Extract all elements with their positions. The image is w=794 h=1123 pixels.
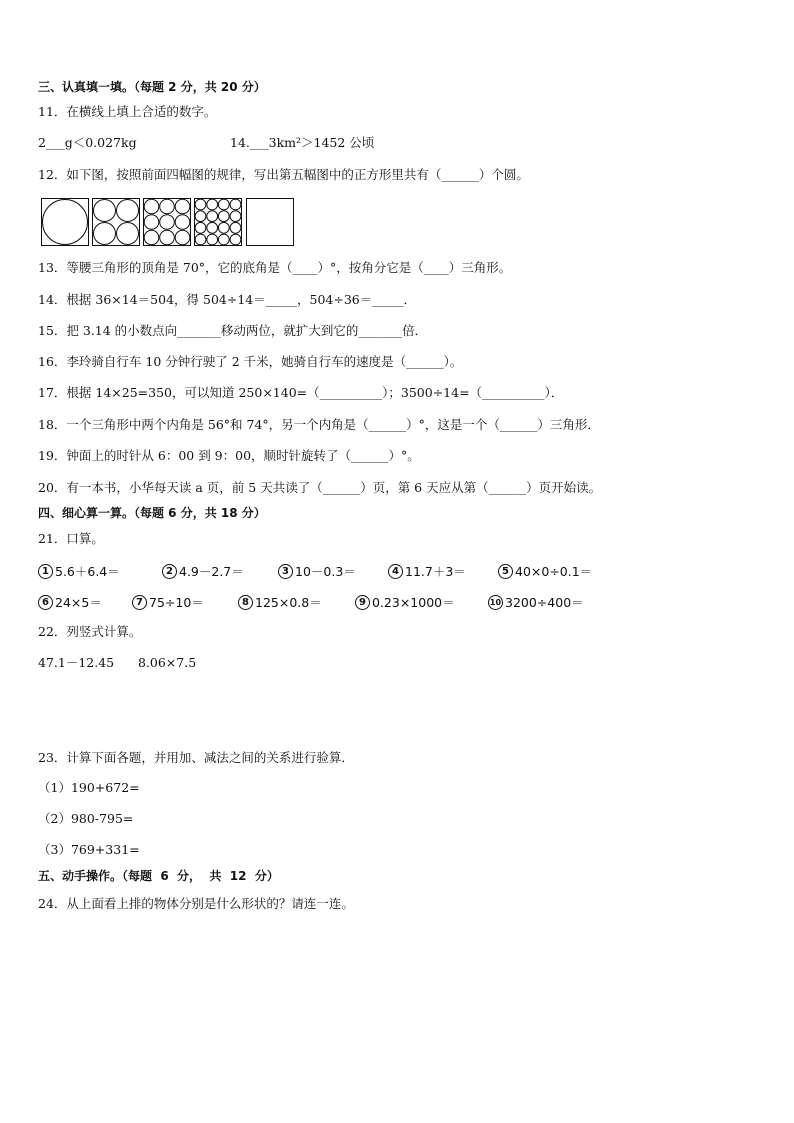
calc-item bbox=[498, 562, 592, 580]
question-16: 16．李玲骑自行车 10 分钟行驶了 2 千米，她骑自行车的速度是（______）。 bbox=[38, 354, 463, 369]
question-11: 11．在横线上填上合适的数字。 bbox=[38, 104, 217, 119]
calc-item bbox=[162, 562, 278, 580]
calc-item bbox=[238, 593, 355, 611]
figure-1-circles bbox=[41, 198, 89, 246]
number-circle-icon: 1 bbox=[38, 564, 53, 579]
calc-expression: 5.6＋6.4＝ bbox=[55, 564, 120, 579]
section-3-title: 三、认真填一填。（每题 2 分，共 20 分） bbox=[38, 80, 266, 94]
question-20: 20．有一本书，小华每天读 a 页，前 5 天共读了（______）页，第 6 天应从第（______）页开始读。 bbox=[38, 480, 602, 495]
number-circle-icon: 8 bbox=[238, 595, 253, 610]
calc-row-1 bbox=[38, 562, 592, 580]
figure-5-empty-square bbox=[246, 198, 294, 246]
question-23-1: （1）190+672= bbox=[38, 780, 140, 795]
calc-expression: 75÷10＝ bbox=[149, 595, 204, 610]
question-22-items: 47.1－12.45 8.06×7.5 bbox=[38, 655, 197, 670]
calc-row-2 bbox=[38, 593, 584, 611]
question-19: 19．钟面上的时针从 6：00 到 9：00，顺时针旋转了（______）°。 bbox=[38, 448, 420, 463]
question-15: 15．把 3.14 的小数点向_______移动两位，就扩大到它的_______倍． bbox=[38, 323, 428, 338]
number-circle-icon: 5 bbox=[498, 564, 513, 579]
calc-expression: 3200÷400＝ bbox=[505, 595, 584, 610]
calc-expression: 125×0.8＝ bbox=[255, 595, 322, 610]
calc-expression: 24×5＝ bbox=[55, 595, 102, 610]
question-23-2: （2）980-795= bbox=[38, 811, 134, 826]
section-4-title: 四、细心算一算。（每题 6 分，共 18 分） bbox=[38, 506, 266, 520]
calc-expression: 0.23×1000＝ bbox=[372, 595, 455, 610]
figure-3-circles bbox=[143, 198, 191, 246]
question-11-b: 14.___3km²＞1452 公顷 bbox=[230, 135, 375, 150]
number-circle-icon: 10 bbox=[488, 595, 503, 610]
calc-item bbox=[488, 593, 584, 611]
number-circle-icon: 7 bbox=[132, 595, 147, 610]
calc-expression: 40×0÷0.1＝ bbox=[515, 564, 593, 579]
question-22: 22．列竖式计算。 bbox=[38, 624, 142, 639]
question-24: 24．从上面看上排的物体分别是什么形状的？请连一连。 bbox=[38, 896, 354, 911]
calc-item bbox=[38, 593, 132, 611]
question-21: 21．口算。 bbox=[38, 531, 104, 546]
number-circle-icon: 2 bbox=[162, 564, 177, 579]
calc-item bbox=[355, 593, 488, 611]
number-circle-icon: 3 bbox=[278, 564, 293, 579]
section-5-title: 五、动手操作。（每题 6 分， 共 12 分） bbox=[38, 869, 279, 883]
number-circle-icon: 9 bbox=[355, 595, 370, 610]
question-18: 18．一个三角形中两个内角是 56°和 74°，另一个内角是（______）°，这是一个（______）三角形． bbox=[38, 417, 600, 432]
calc-item bbox=[278, 562, 388, 580]
calc-expression: 10－0.3＝ bbox=[295, 564, 356, 579]
number-circle-icon: 4 bbox=[388, 564, 403, 579]
calc-item bbox=[132, 593, 238, 611]
number-circle-icon: 6 bbox=[38, 595, 53, 610]
question-17: 17．根据 14×25=350，可以知道 250×140=（__________）；3500÷14=（__________）． bbox=[38, 385, 564, 400]
question-13: 13．等腰三角形的顶角是 70°，它的底角是（____）°，按角分它是（____）三角形。 bbox=[38, 260, 512, 275]
question-11-a: 2___g＜0.027kg bbox=[38, 135, 137, 150]
question-23-3: （3）769+331= bbox=[38, 842, 140, 857]
calc-expression: 11.7＋3＝ bbox=[405, 564, 466, 579]
calc-item bbox=[388, 562, 498, 580]
question-14: 14．根据 36×14＝504，得 504÷14＝_____，504÷36＝_____． bbox=[38, 292, 416, 307]
question-12: 12．如下图，按照前面四幅图的规律，写出第五幅图中的正方形里共有（______）个圆。 bbox=[38, 167, 529, 182]
figure-2-circles bbox=[92, 198, 140, 246]
figure-4-circles bbox=[194, 198, 242, 246]
calc-expression: 4.9－2.7＝ bbox=[179, 564, 244, 579]
question-23: 23．计算下面各题，并用加、减法之间的关系进行验算． bbox=[38, 750, 354, 765]
calc-item bbox=[38, 562, 162, 580]
